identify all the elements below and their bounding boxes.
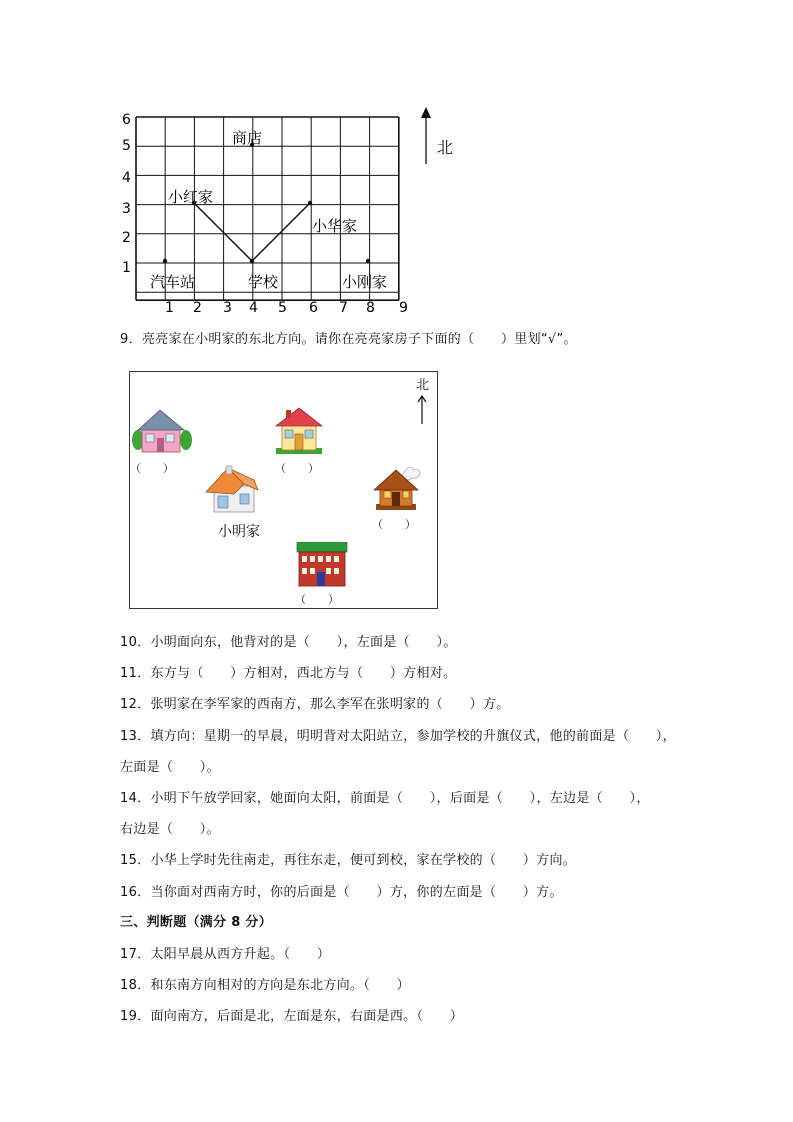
xiaoming-house-icon [204, 464, 262, 516]
question-19: 19．面向南方，后面是北，左面是东，右面是西。（ ） [120, 1009, 464, 1024]
map-north-arrow-icon [416, 394, 428, 424]
question-13: 13．填方向：星期一的早晨，明明背对太阳站立，参加学校的升旗仪式，他的前面是（ ）， [120, 729, 676, 744]
xiaoming-label: 小明家 [218, 524, 260, 540]
section-3-heading: 三、判断题（满分 8 分） [120, 915, 272, 930]
paren-north[interactable]: （ ） [275, 462, 319, 475]
location-dot [163, 259, 167, 263]
question-10: 10．小明面向东，他背对的是（ ），左面是（ ）。 [120, 635, 457, 650]
question-15: 15．小华上学时先往南走，再往东走，便可到校，家在学校的（ ）方向。 [120, 853, 577, 868]
x-tick-label: 5 [278, 300, 287, 316]
direction-map-frame [129, 371, 438, 609]
place-xiaohong: 小红家 [168, 188, 214, 206]
grid-north-label: 北 [437, 138, 454, 157]
brown-house-icon[interactable] [372, 464, 424, 514]
location-dot [250, 259, 254, 263]
y-tick-label: 4 [122, 170, 131, 186]
map-north-label: 北 [416, 378, 430, 393]
location-dot [366, 259, 370, 263]
question-13-cont: 左面是（ ）。 [120, 760, 220, 775]
location-dot [308, 201, 312, 205]
place-xiaogang: 小刚家 [342, 273, 388, 291]
y-tick-label: 1 [122, 260, 131, 276]
x-tick-label: 9 [399, 300, 408, 316]
x-tick-labels [165, 300, 408, 316]
question-17: 17．太阳早晨从西方升起。（ ） [120, 947, 331, 962]
x-tick-label: 7 [339, 300, 348, 316]
question-16: 16．当你面对西南方时，你的后面是（ ）方，你的左面是（ ）方。 [120, 885, 563, 900]
question-14: 14．小明下午放学回家，她面向太阳，前面是（ ），后面是（ ），左边是（ ）， [120, 791, 650, 806]
place-shop: 商店 [232, 129, 263, 147]
place-bus-stop: 汽车站 [150, 273, 196, 291]
question-14-cont: 右边是（ ）。 [120, 822, 220, 837]
question-18: 18．和东南方向相对的方向是东北方向。（ ） [120, 978, 410, 993]
route-segment [194, 203, 252, 261]
place-xiaohua: 小华家 [312, 217, 358, 235]
y-tick-label: 5 [122, 138, 131, 154]
y-tick-labels [122, 112, 131, 276]
yellow-house-icon[interactable] [274, 404, 324, 456]
paren-south[interactable]: （ ） [295, 593, 339, 606]
paren-east[interactable]: （ ） [372, 518, 416, 531]
question-9: 9．亮亮家在小明家的东北方向。请你在亮亮家房子下面的（ ）里划“√”。 [120, 332, 577, 347]
y-tick-label: 6 [122, 112, 131, 128]
question-11: 11．东方与（ ）方相对，西北方与（ ）方相对。 [120, 666, 457, 681]
pink-house-icon[interactable] [132, 408, 192, 454]
x-tick-label: 2 [193, 300, 202, 316]
paren-west[interactable]: （ ） [130, 462, 174, 475]
north-arrow-icon [418, 106, 438, 166]
question-12: 12．张明家在李军家的西南方，那么李军在张明家的（ ）方。 [120, 697, 510, 712]
y-tick-label: 2 [122, 230, 131, 246]
grid-map-figure [110, 105, 470, 320]
x-tick-label: 6 [309, 300, 318, 316]
place-school: 学校 [248, 273, 279, 291]
x-tick-label: 4 [249, 300, 258, 316]
red-building-icon[interactable] [295, 542, 349, 588]
x-tick-label: 1 [165, 300, 174, 316]
y-tick-label: 3 [122, 201, 131, 217]
x-tick-label: 3 [223, 300, 232, 316]
x-tick-label: 8 [366, 300, 375, 316]
route-segment [252, 203, 310, 261]
